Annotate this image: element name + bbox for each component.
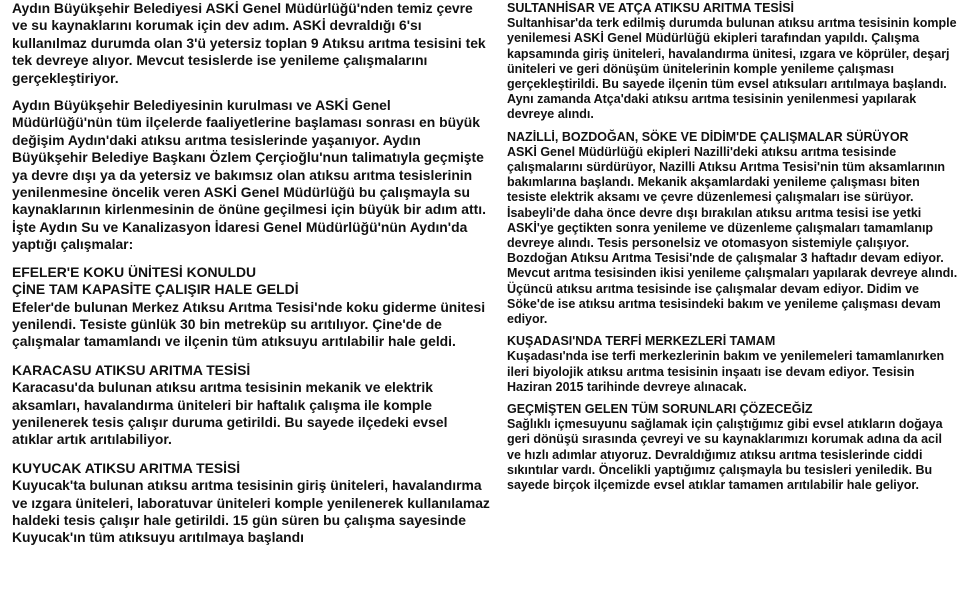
article-section-karacasu <box>12 362 490 449</box>
section-heading: KUŞADASI'NDA TERFİ MERKEZLERİ TAMAM <box>507 334 776 349</box>
article-section-sultanhisar-atca <box>507 1 959 123</box>
section-heading: EFELER'E KOKU ÜNİTESİ KONULDU <box>12 263 257 280</box>
article-section-kuyucak <box>12 460 490 547</box>
section-body: Sultanhisar'da terk edilmiş durumda bulunan atıksu arıtma tesisinin komple yenilemesi ASKİ Genel Müdürlüğü ekipleri tarafından yapıldı. Çalışma kapsamında giriş üniteleri, havalandırma ünitesi, ızgara ve köprüler, deşarj üniteleri ve geri dönüşüm ünitelerinin komple yenileme çalışması gerçekleştirildi. Bu sayede ilçenin tüm evsel atıksuları arıtılmaya başlandı. Aynı zamanda Atça'daki atıksu arıtma tesisinin yenilenmesi yapılarak devreye alındı. <box>507 16 957 122</box>
article-section-nazilli-bozdogan-soke-didim <box>507 130 959 328</box>
section-heading: KUYUCAK ATIKSU ARITMA TESİSİ <box>12 459 241 476</box>
section-body: Efeler'de bulunan Merkez Atıksu Arıtma Tesisi'nde koku giderme ünitesi yenilendi. Tesiste günlük 30 bin metreküp su arıtılıyor. Çine'de de çalışmalar tamamlandı ve ilçenin tüm atıksuyu arıtılabilir hale geldi. <box>12 298 486 350</box>
section-body: Karacasu'da bulunan atıksu arıtma tesisinin mekanik ve elektrik aksamları, havalandırma üniteleri bir haftalık çalışma ile komple yenilenerek tesis çalışır duruma getirildi. Bu sayede ilçedeki evsel atıklar artık arıtılabiliyor. <box>12 379 448 448</box>
article-section-efeler-cine <box>12 264 490 351</box>
section-heading: ÇİNE TAM KAPASİTE ÇALIŞIR HALE GELDİ <box>12 281 299 298</box>
section-body: Kuşadası'nda ise terfi merkezlerinin bakım ve yenilemeleri tamamlanırken ileri biyolojik atıksu arıtma tesisinin inşaatı ise devam ediyor. Tesisin Haziran 2015 tarihinde devreye alınacak. <box>507 349 945 394</box>
right-column <box>507 0 959 493</box>
section-heading: SULTANHİSAR VE ATÇA ATIKSU ARITMA TESİSİ <box>507 1 795 15</box>
section-heading: NAZİLLİ, BOZDOĞAN, SÖKE VE DİDİM'DE ÇALIŞMALAR SÜRÜYOR <box>507 129 909 144</box>
section-heading: KARACASU ATIKSU ARITMA TESİSİ <box>12 361 251 378</box>
article-section-kusadasi <box>507 334 959 395</box>
article-section-gecmisten-gelen <box>507 402 959 493</box>
intro-paragraph: Aydın Büyükşehir Belediyesi ASKİ Genel Müdürlüğü'nden temiz çevre ve su kaynaklarını korumak için dev adım. ASKİ devraldığı 6'sı kullanılmaz durumda olan 3'ü yetersiz toplan 9 Atıksu arıtma tesisini tek tek devreye alıyor. Mevcut tesislerde ise yenileme çalışmalarını gerçekleştiriyor. <box>12 0 486 86</box>
section-body: Kuyucak'ta bulunan atıksu arıtma tesisinin giriş üniteleri, havalandırma ve ızgara üniteleri, laboratuvar üniteleri komple yenilenerek kullanılamaz haldeki tesis çalışır hale getirildi. 15 gün süren bu çalışma sayesinde Kuyucak'ın tüm atıksuyu arıtılmaya başlandı <box>12 477 490 546</box>
section-body: Sağlıklı içmesuyunu sağlamak için çalıştığımız gibi evsel atıkların doğaya geri dönüşü sırasında çevreyi ve su kaynaklarımızı korumak adına da acil ve hızlı adımlar atıyoruz. Devraldığımız atıksu arıtma tesislerinde ciddi sıkıntılar vardı. Öncelikli yaptığımız çalışmayla bu tesisleri yeniledik. Bu sayede birçok ilçemizde evsel atıklar tamamen arıtılabilir hale geliyor. <box>507 417 943 493</box>
section-heading: GEÇMİŞTEN GELEN TÜM SORUNLARI ÇÖZECEĞİZ <box>507 402 813 417</box>
left-column <box>12 0 490 547</box>
section-body: ASKİ Genel Müdürlüğü ekipleri Nazilli'deki atıksu arıtma tesisinde çalışmalarını sürdürüyor, Nazilli Atıksu Arıtma Tesisi'nin tüm aksamlarının bakımlarına başlandı. Mekanik akşamlardaki yenileme çalışması biten tesiste elektrik aksamı ve çevre düzenlemesi çalışmaları ise sürüyor. İsabeyli'de daha önce devre dışı bırakılan atıksu arıtma tesisi ise yetki ASKİ'ye geçtikten sonra yenileme ve düzenleme çalışmaları tamamlanıp devreye alındı. Tesis personelsiz ve otomasyon sistemiyle çalışıyor. Bozdoğan Atıksu Arıtma Tesisi'nde de çalışmalar 3 haftadır devam ediyor. Mevcut arıtma tesisinden ikisi yenileme çalışmaları yapılarak devreye alındı. Üçüncü atıksu arıtma tesisinde ise çalışmalar devam ediyor. Didim ve Söke'de ise atıksu arıtma tesisindeki bakım ve yenileme çalışması devam ediyor. <box>507 144 958 327</box>
intro-paragraph: Aydın Büyükşehir Belediyesinin kurulması ve ASKİ Genel Müdürlüğü'nün tüm ilçelerde faaliyetlerine başlaması sonrası en büyük değişim Aydın'daki atıksu arıtma tesislerinde yaşanıyor. Aydın Büyükşehir Belediye Başkanı Özlem Çerçioğlu'nun talimatıyla geçmişte ya devre dışı ya da yetersiz ve bakımsız olan atıksu arıtma tesislerinin yenilenmesine öncelik veren ASKİ Genel Müdürlüğü bu çalışmayla su kaynaklarının kirlenmesinin de önüne geçilmesi için büyük bir adım attı. İşte Aydın Su ve Kanalizasyon İdaresi Genel Müdürlüğü'nün Aydın'da yaptığı çalışmalar: <box>12 97 486 253</box>
